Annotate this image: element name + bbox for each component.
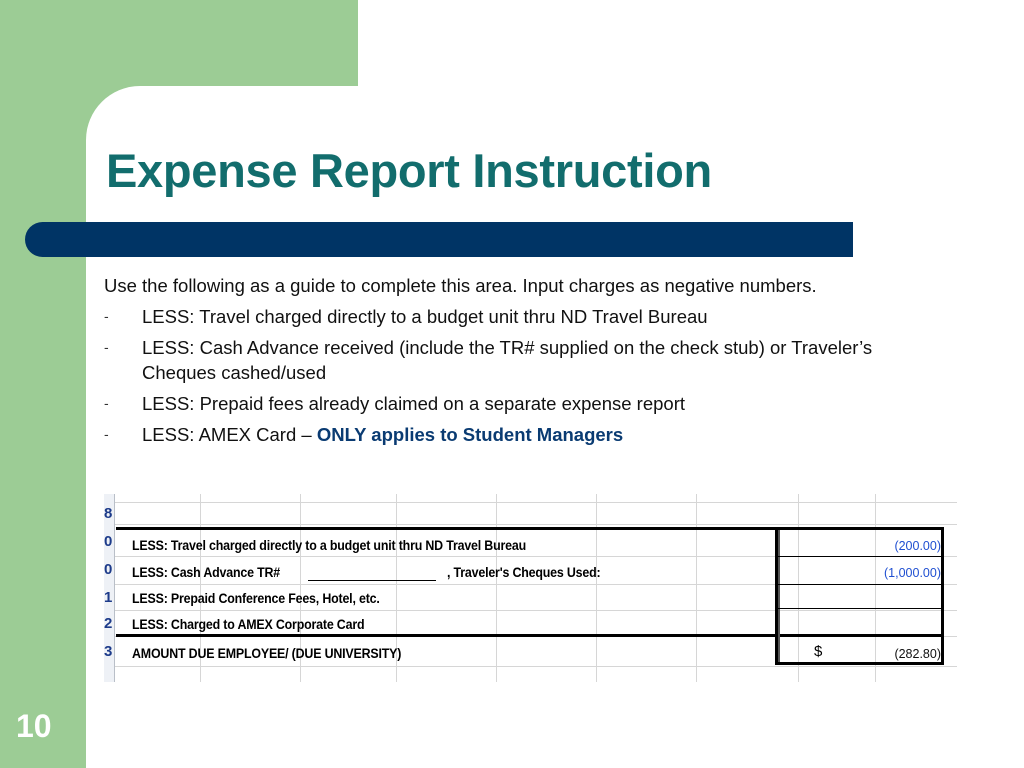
table-border [116,527,944,530]
row-label-prepaid: LESS: Prepaid Conference Fees, Hotel, etc. [132,591,380,606]
row-label-amount-due: AMOUNT DUE EMPLOYEE/ (DUE UNIVERSITY) [132,646,402,661]
intro-paragraph: Use the following as a guide to complete this area. Input charges as negative numbers. [104,275,817,296]
table-border [778,608,944,609]
amount-travel: (200.00) [894,539,941,553]
row-number: 1 [104,590,113,606]
row-number: 0 [104,562,113,578]
grid-line [104,502,957,503]
row-label-amex: LESS: Charged to AMEX Corporate Card [132,617,365,632]
bullet-item [104,304,934,329]
instruction-body [104,273,934,447]
row-number: 2 [104,616,113,632]
bullet-item [104,335,934,385]
slide-title: Expense Report Instruction [106,144,712,197]
currency-symbol: $ [814,643,823,660]
grid-line [104,666,957,667]
bullet-text: LESS: Travel charged directly to a budget unit thru ND Travel Bureau [142,306,708,327]
amount-due: (282.80) [894,647,941,661]
dash-bullet-icon: - [104,426,109,442]
table-border [778,662,944,665]
row-label-cash-advance: LESS: Cash Advance TR# [132,565,281,580]
bullet-text: LESS: AMEX Card – [142,424,317,445]
row-number: 8 [104,506,113,522]
bullet-text: LESS: Prepaid fees already claimed on a separate expense report [142,393,685,414]
table-border [778,530,780,665]
table-border [778,556,944,557]
grid-line [104,610,957,611]
table-border [116,634,944,637]
grid-line [798,494,799,682]
dash-bullet-icon: - [104,339,109,355]
amount-cash-advance: (1,000.00) [884,566,941,580]
bullet-item [104,391,934,416]
table-border [778,584,944,585]
grid-line [104,524,957,525]
row-number: 0 [104,534,113,550]
dash-bullet-icon: - [104,395,109,411]
slide-number: 10 [16,708,52,744]
bullet-text: LESS: Cash Advance received (include the TR# supplied on the check stub) or Traveler’s Cheques cashed/used [142,337,873,383]
row-label-travel: LESS: Travel charged directly to a budget unit thru ND Travel Bureau [132,538,526,553]
spreadsheet-screenshot [104,494,957,682]
grid-line [696,494,697,682]
bullet-highlight: ONLY applies to Student Managers [316,424,624,445]
grid-line [496,494,497,682]
title-divider-bar [25,222,853,257]
bullet-item [104,422,934,447]
tr-number-blank [308,580,436,581]
grid-line [596,494,597,682]
row-number: 3 [104,644,113,660]
row-label-cheques: , Traveler's Cheques Used: [447,565,601,580]
dash-bullet-icon: - [104,308,109,324]
table-border [941,527,944,665]
